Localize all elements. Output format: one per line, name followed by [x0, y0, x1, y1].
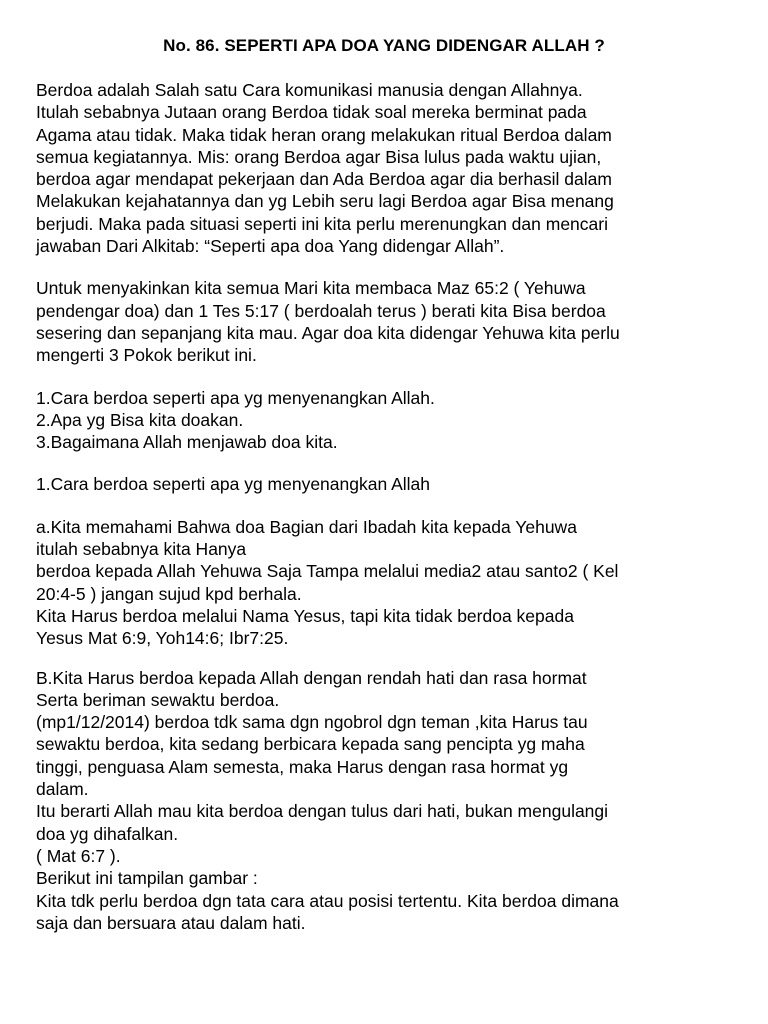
- document-title: No. 86. SEPERTI APA DOA YANG DIDENGAR ALLAH ?: [163, 36, 605, 55]
- text-line: Untuk menyakinkan kita semua Mari kita membaca Maz 65:2 ( Yehuwa: [36, 278, 586, 299]
- text-line: a.Kita memahami Bahwa doa Bagian dari Ibadah kita kepada Yehuwa: [36, 516, 577, 537]
- text-line: berjudi. Maka pada situasi seperti ini kita perlu merenungkan dan mencari: [36, 213, 608, 234]
- text-line: mengerti 3 Pokok berikut ini.: [36, 345, 257, 366]
- paragraph-verses: [36, 277, 748, 366]
- text-line: 20:4-5 ) jangan sujud kpd berhala.: [36, 583, 302, 604]
- text-line: sesering dan sepanjang kita mau. Agar doa kita didengar Yehuwa kita perlu: [36, 322, 620, 343]
- text-line: tinggi, penguasa Alam semesta, maka Harus dengan rasa hormat yg: [36, 756, 569, 777]
- text-line: Berikut ini tampilan gambar :: [36, 868, 258, 889]
- text-line: Itulah sebabnya Jutaan orang Berdoa tidak soal mereka berminat pada: [36, 102, 587, 123]
- text-line: ( Mat 6:7 ).: [36, 845, 121, 866]
- text-line: doa yg dihafalkan.: [36, 823, 179, 844]
- section-a: [36, 516, 748, 650]
- text-line: dalam.: [36, 779, 89, 800]
- text-line: Yesus Mat 6:9, Yoh14:6; Ibr7:25.: [36, 628, 289, 649]
- text-line: (mp1/12/2014) berdoa tdk sama dgn ngobrol dgn teman ,kita Harus tau: [36, 712, 588, 733]
- paragraph-gap: [36, 650, 748, 667]
- text-line: berdoa kepada Allah Yehuwa Saja Tampa melalui media2 atau santo2 ( Kel: [36, 561, 619, 582]
- paragraph-intro: [36, 79, 748, 257]
- text-line: semua kegiatannya. Mis: orang Berdoa agar Bisa lulus pada waktu ujian,: [36, 146, 602, 167]
- text-line: Kita Harus berdoa melalui Nama Yesus, tapi kita tidak berdoa kepada: [36, 605, 574, 626]
- points-list: [36, 387, 748, 454]
- text-line: berdoa agar mendapat pekerjaan dan Ada Berdoa agar dia berhasil dalam: [36, 169, 612, 190]
- section-heading-text: 1.Cara berdoa seperti apa yg menyenangkan Allah: [36, 474, 431, 495]
- text-line: Berdoa adalah Salah satu Cara komunikasi manusia dengan Allahnya.: [36, 80, 583, 100]
- text-line: Melakukan kejahatannya dan yg Lebih seru lagi Berdoa agar Bisa menang: [36, 191, 614, 212]
- text-line: jawaban Dari Alkitab: “Seperti apa doa Yang didengar Allah”.: [36, 236, 505, 257]
- text-line: Itu berarti Allah mau kita berdoa dengan tulus dari hati, bukan mengulangi: [36, 801, 609, 822]
- document-body: [36, 79, 748, 934]
- text-line: Kita tdk perlu berdoa dgn tata cara atau posisi tertentu. Kita berdoa dimana: [36, 890, 619, 911]
- text-line: pendengar doa) dan 1 Tes 5:17 ( berdoalah terus ) berati kita Bisa berdoa: [36, 300, 606, 321]
- paragraph-gap: [36, 367, 748, 387]
- paragraph-gap: [36, 453, 748, 473]
- list-item: 2.Apa yg Bisa kita doakan.: [36, 409, 244, 430]
- paragraph-gap: [36, 496, 748, 516]
- text-line: Serta beriman sewaktu berdoa.: [36, 689, 280, 710]
- list-item: 1.Cara berdoa seperti apa yg menyenangkan Allah.: [36, 387, 435, 408]
- text-line: B.Kita Harus berdoa kepada Allah dengan rendah hati dan rasa hormat: [36, 667, 587, 688]
- text-line: itulah sebabnya kita Hanya: [36, 539, 247, 560]
- section-heading: [36, 473, 748, 495]
- section-b: [36, 667, 748, 935]
- text-line: Agama atau tidak. Maka tidak heran orang melakukan ritual Berdoa dalam: [36, 124, 612, 145]
- text-line: sewaktu berdoa, kita sedang berbicara kepada sang pencipta yg maha: [36, 734, 585, 755]
- paragraph-gap: [36, 257, 748, 277]
- list-item: 3.Bagaimana Allah menjawab doa kita.: [36, 432, 338, 453]
- text-line: saja dan bersuara atau dalam hati.: [36, 912, 306, 933]
